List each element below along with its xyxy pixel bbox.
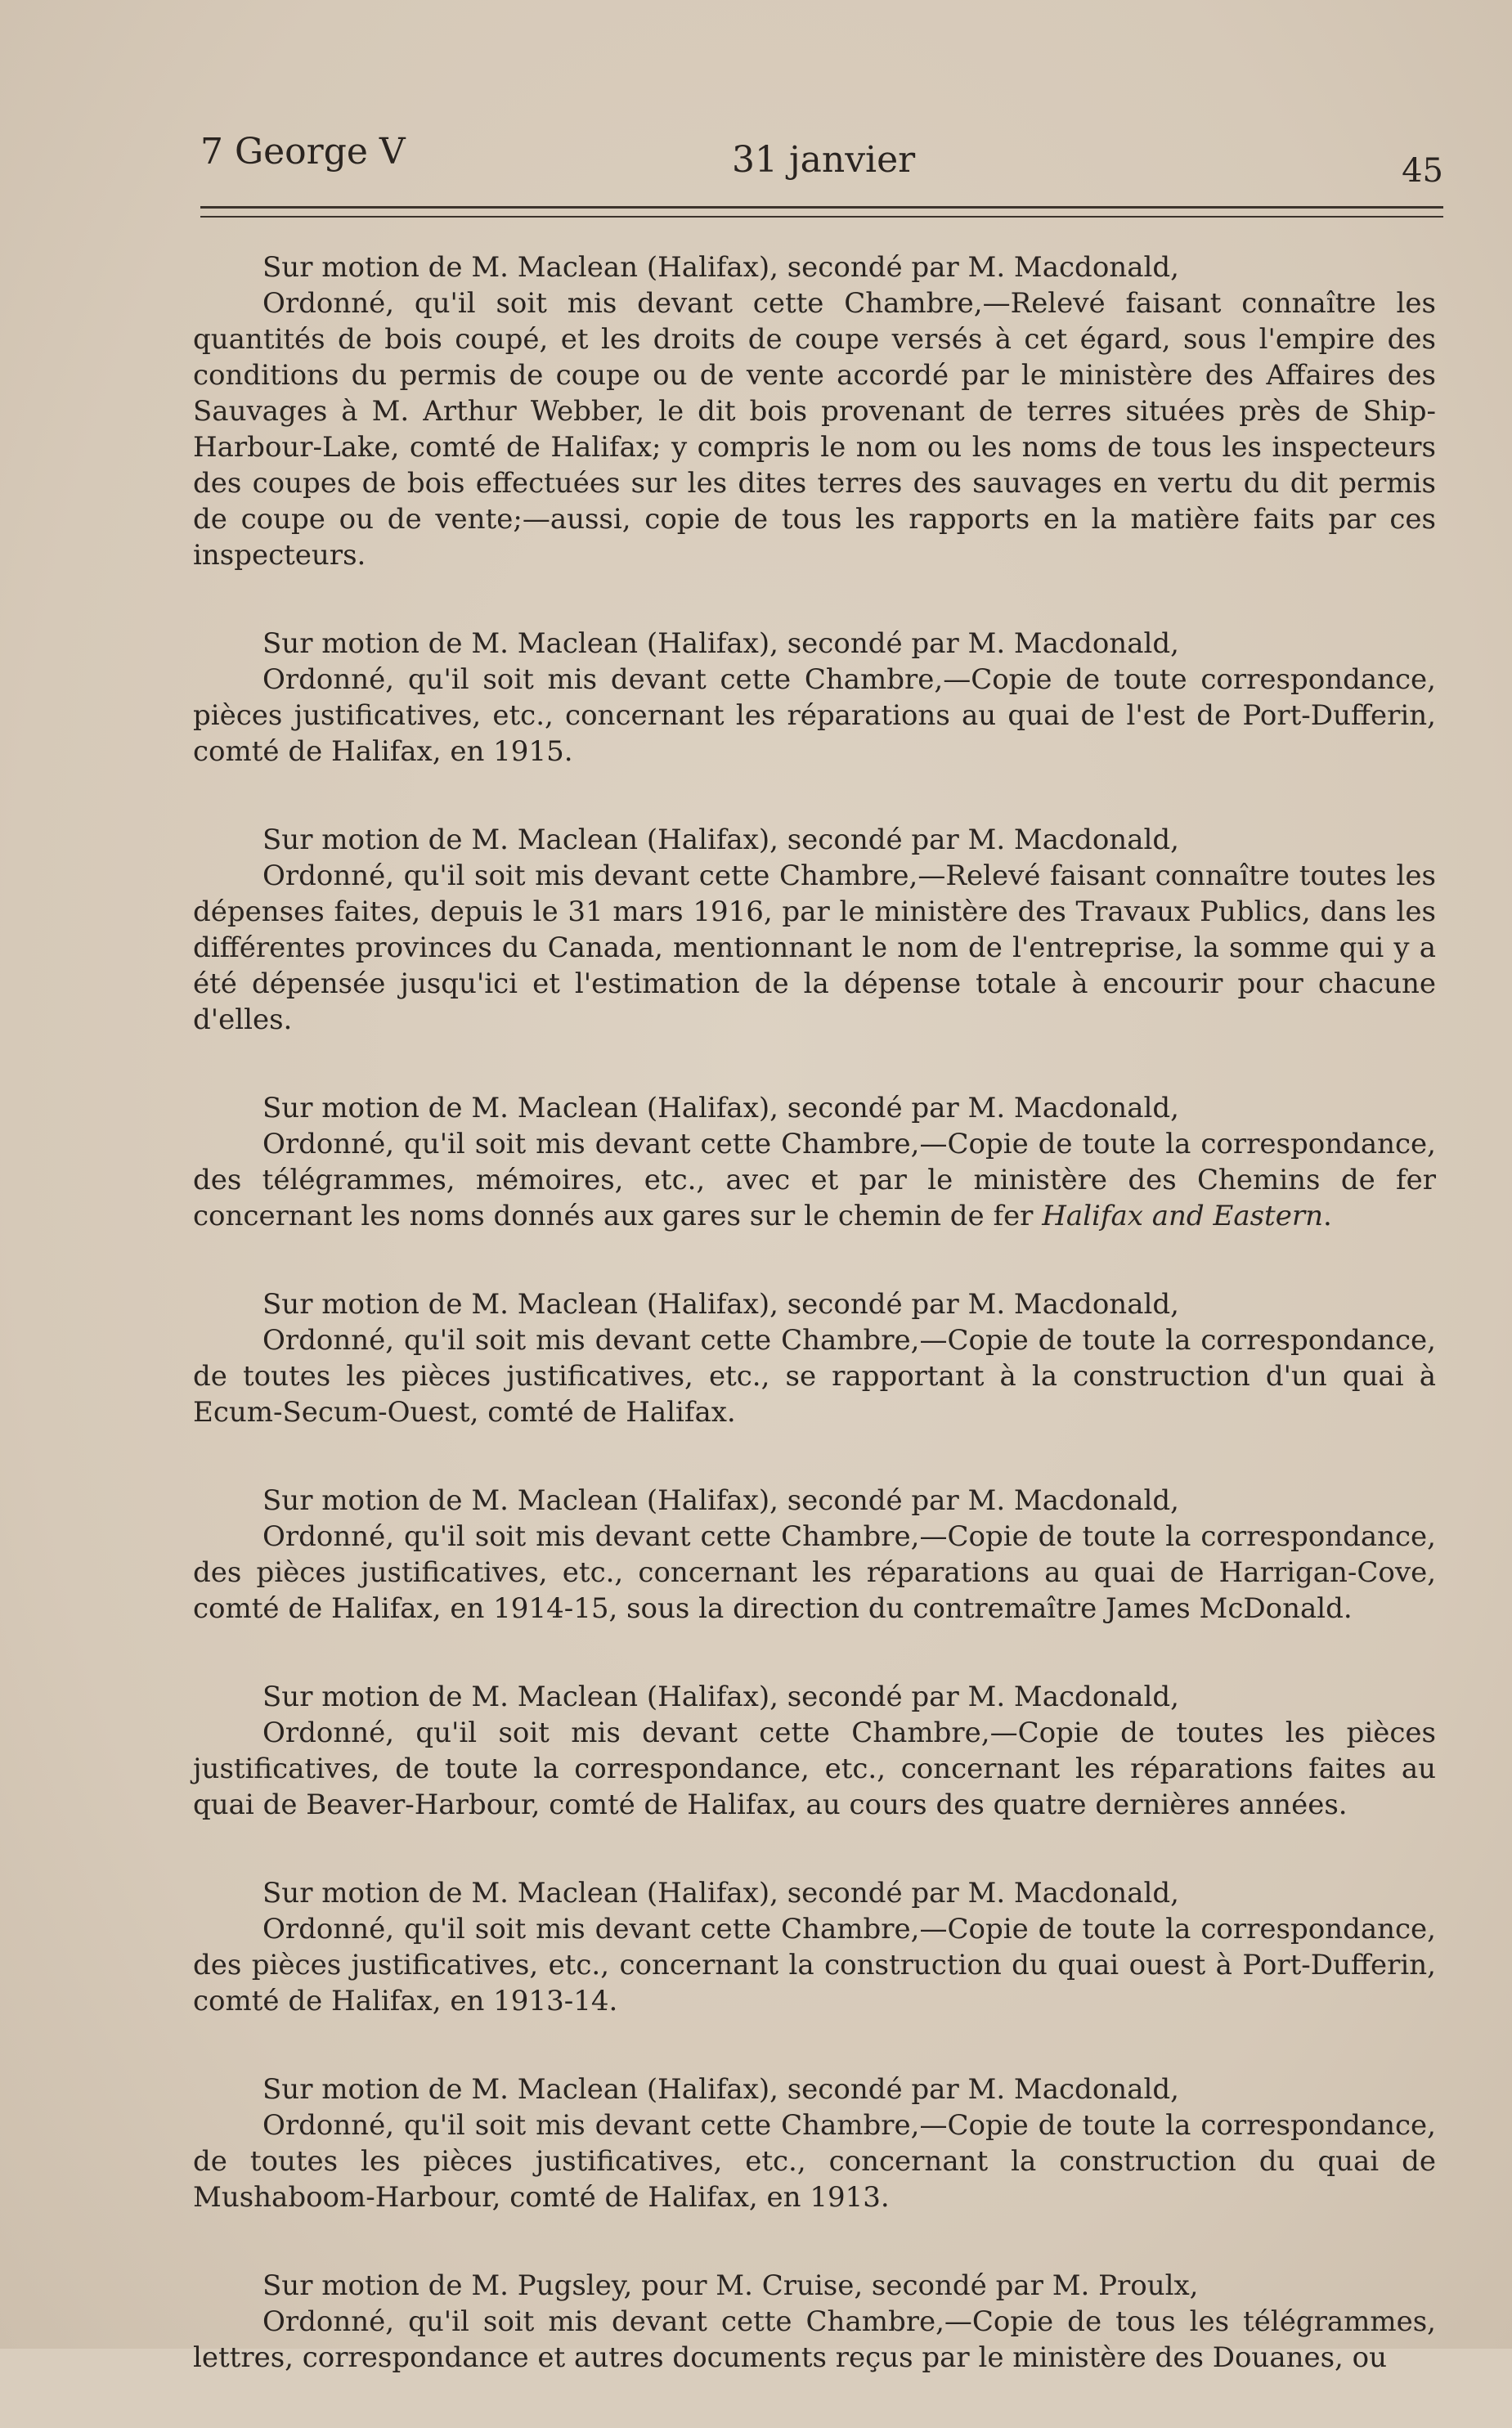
motion-body-with-italic (193, 1126, 1436, 1234)
page-number: 45 (1402, 152, 1443, 190)
regnal-year: 7 George V (200, 131, 406, 173)
header-date: 31 janvier (732, 139, 916, 181)
motion-intro: Sur motion de M. Maclean (Halifax), secondé par M. Macdonald, (262, 251, 1179, 284)
motion-entry-10 (193, 2268, 1436, 2376)
motion-intro: Sur motion de M. Maclean (Halifax), secondé par M. Macdonald, (262, 1092, 1179, 1124)
motion-body-text: Ordonné, qu'il soit mis devant cette Chambre,—Copie de toute la correspondance, des télégrammes, mémoires, etc., avec et par le ministère des Chemins de fer concernant les noms donnés aux gares sur le chemin de fer (193, 1128, 1436, 1232)
motion-intro: Sur motion de M. Maclean (Halifax), secondé par M. Macdonald, (262, 1681, 1179, 1713)
motion-body: Ordonné, qu'il soit mis devant cette Chambre,—Copie de tous les télégrammes, lettres, correspondance et autres documents reçus par le ministère des Douanes, ou (193, 2305, 1436, 2374)
motion-body: Ordonné, qu'il soit mis devant cette Chambre,—Copie de toute la correspondance, de toutes les pièces justificatives, etc., se rapportant à la construction d'un quai à Ecum-Secum-Ouest, comté de Halifax. (193, 1324, 1436, 1429)
motion-entry-5 (193, 1286, 1436, 1430)
motion-entry-3 (193, 822, 1436, 1038)
railway-name: Halifax and Eastern (1042, 1200, 1323, 1232)
header-rule-bottom (200, 216, 1443, 218)
motion-body: Ordonné, qu'il soit mis devant cette Chambre,—Relevé faisant connaître les quantités de bois coupé, et les droits de coupe versés à cet égard, sous l'empire des conditions du permis de coupe ou de vente accordé par le ministère des Affaires des Sauvages à M. Arthur Webber, le dit bois provenant de terres situées près de Ship-Harbour-Lake, comté de Halifax; y compris le nom ou les noms de tous les inspecteurs des coupes de bois effectuées sur les dites terres des sauvages en vertu du dit permis de coupe ou de vente;—aussi, copie de tous les rapports en la matière faits par ces inspecteurs. (193, 287, 1436, 572)
motion-entry-7 (193, 1679, 1436, 1823)
motion-body-end: . (1322, 1200, 1332, 1232)
header-rule-top (200, 206, 1443, 209)
motion-entry-2 (193, 626, 1436, 770)
motion-body: Ordonné, qu'il soit mis devant cette Chambre,—Copie de toute la correspondance, des pièces justificatives, etc., concernant les réparations au quai de Harrigan-Cove, comté de Halifax, en 1914-15, sous la direction du contremaître James McDonald. (193, 1520, 1436, 1625)
motion-intro: Sur motion de M. Maclean (Halifax), secondé par M. Macdonald, (262, 824, 1179, 856)
motion-entry-6 (193, 1483, 1436, 1627)
motion-entry-8 (193, 1875, 1436, 2019)
motion-intro: Sur motion de M. Maclean (Halifax), secondé par M. Macdonald, (262, 627, 1179, 660)
motion-body: Ordonné, qu'il soit mis devant cette Chambre,—Copie de toute correspondance, pièces justificatives, etc., concernant les réparations au quai de l'est de Port-Dufferin, comté de Halifax, en 1915. (193, 663, 1436, 768)
motion-intro: Sur motion de M. Maclean (Halifax), secondé par M. Macdonald, (262, 2073, 1179, 2106)
motion-entry-1 (193, 249, 1436, 573)
motion-body: Ordonné, qu'il soit mis devant cette Chambre,—Copie de toute la correspondance, des pièces justificatives, etc., concernant la construction du quai ouest à Port-Dufferin, comté de Halifax, en 1913-14. (193, 1913, 1436, 2017)
motion-intro: Sur motion de M. Pugsley, pour M. Cruise, secondé par M. Proulx, (262, 2269, 1199, 2302)
motion-entry-4 (193, 1090, 1436, 1234)
motion-intro: Sur motion de M. Maclean (Halifax), secondé par M. Macdonald, (262, 1288, 1179, 1321)
motion-body: Ordonné, qu'il soit mis devant cette Chambre,—Copie de toute la correspondance, de toutes les pièces justificatives, etc., concernant la construction du quai de Mushaboom-Harbour, comté de Halifax, en 1913. (193, 2109, 1436, 2214)
motion-body: Ordonné, qu'il soit mis devant cette Chambre,—Copie de toutes les pièces justificatives, de toute la correspondance, etc., concernant les réparations faites au quai de Beaver-Harbour, comté de Halifax, au cours des quatre dernières années. (193, 1717, 1436, 1821)
motion-entry-9 (193, 2071, 1436, 2215)
motion-intro: Sur motion de M. Maclean (Halifax), secondé par M. Macdonald, (262, 1484, 1179, 1517)
motion-body: Ordonné, qu'il soit mis devant cette Chambre,—Relevé faisant connaître toutes les dépenses faites, depuis le 31 mars 1916, par le ministère des Travaux Publics, dans les différentes provinces du Canada, mentionnant le nom de l'entreprise, la somme qui y a été dépensée jusqu'ici et l'estimation de la dépense totale à encourir pour chacune d'elles. (193, 859, 1436, 1036)
motion-intro: Sur motion de M. Maclean (Halifax), secondé par M. Macdonald, (262, 1877, 1179, 1910)
page-header (200, 123, 1443, 188)
page-body (193, 249, 1436, 2428)
